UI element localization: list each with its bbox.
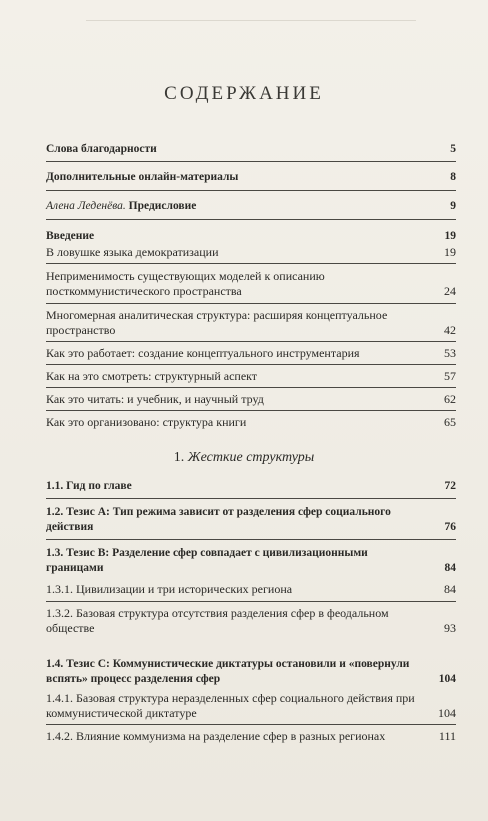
entry-divider	[46, 601, 456, 602]
entry-divider	[46, 724, 456, 725]
entry-divider	[46, 387, 456, 388]
entry-divider	[46, 219, 456, 220]
toc-subsection: 1.3.2. Базовая структура отсутствия разделения сфер в феодальном обществе 93	[46, 606, 456, 635]
entry-divider	[46, 364, 456, 365]
entry-divider	[46, 161, 456, 162]
toc-entry: Как это работает: создание концептуального инструментария 53	[46, 346, 456, 360]
entry-divider	[46, 303, 456, 304]
toc-entry: Неприменимость существующих моделей к описанию посткоммунистического пространства 24	[46, 269, 456, 298]
entry-divider	[46, 539, 456, 540]
entry-divider	[46, 410, 456, 411]
toc-subsection: 1.4.2. Влияние коммунизма на разделение сфер в разных регионах 111	[46, 729, 456, 743]
toc-entry: Как на это смотреть: структурный аспект 57	[46, 369, 456, 383]
toc-subsection: 1.4.1. Базовая структура неразделенных сфер социального действия при коммунистической диктатуре 104	[46, 691, 456, 720]
chapter-heading: 1. Жесткие структуры	[173, 450, 315, 465]
toc-section: 1.2. Тезис А: Тип режима зависит от разделения сфер социального действия 76	[46, 506, 456, 533]
bleed-through-line	[86, 20, 416, 21]
entry-divider	[46, 190, 456, 191]
toc-entry: Слова благодарности 5	[46, 143, 456, 155]
page-title: СОДЕРЖАНИЕ	[164, 83, 324, 104]
toc-entry: Введение 19	[46, 230, 456, 242]
author-name: Алена Леденёва.	[46, 200, 126, 212]
toc-entry: Как это читать: и учебник, и научный труд 62	[46, 392, 456, 406]
entry-divider	[46, 498, 456, 499]
toc-section: 1.1. Гид по главе 72	[46, 480, 456, 492]
toc-entry: Алена Леденёва. Предисловие 9	[46, 200, 456, 212]
entry-divider	[46, 263, 456, 264]
toc-section: 1.4. Тезис С: Коммунистические диктатуры остановили и «повернули вспять» процесс разделения сфер 104	[46, 658, 456, 685]
toc-entry: В ловушке языка демократизации 19	[46, 245, 456, 259]
toc-subsection: 1.3.1. Цивилизации и три исторических региона 84	[46, 582, 456, 596]
toc-entry: Дополнительные онлайн-материалы 8	[46, 171, 456, 183]
toc-section: 1.3. Тезис B: Разделение сфер совпадает с цивилизационными границами 84	[46, 547, 456, 574]
toc-entry: Многомерная аналитическая структура: расширяя концептуальное пространство 42	[46, 308, 456, 337]
entry-divider	[46, 341, 456, 342]
toc-entry: Как это организовано: структура книги 65	[46, 415, 456, 429]
